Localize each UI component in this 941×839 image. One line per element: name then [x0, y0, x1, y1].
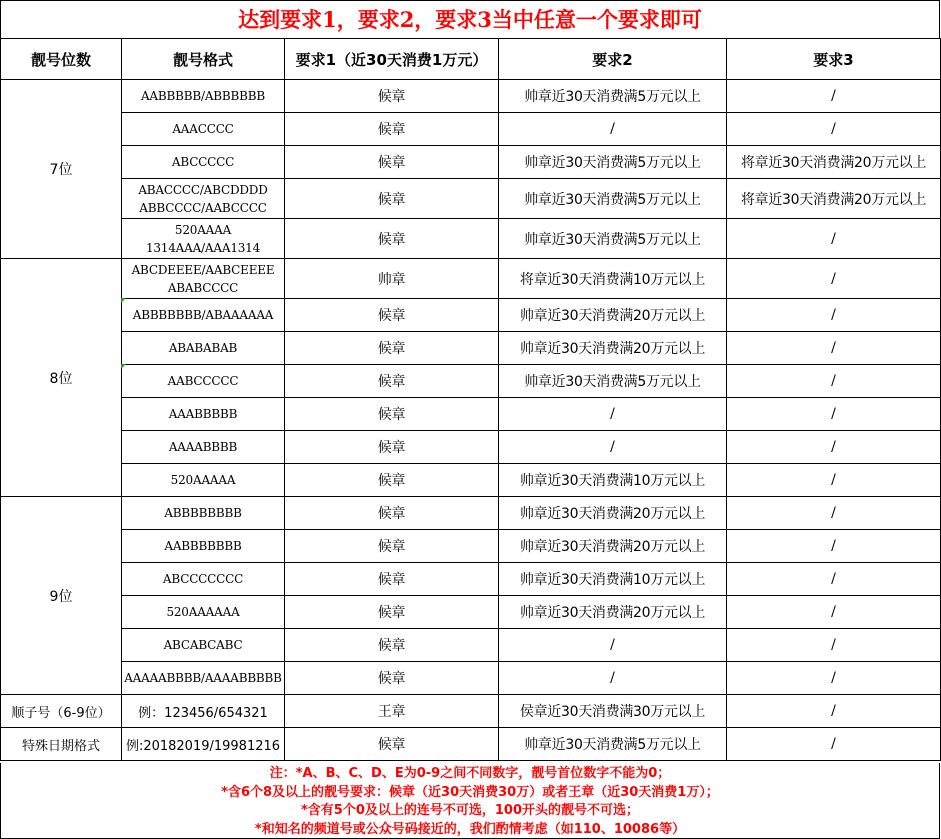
note-line: *含6个8及以上的靓号要求：候章（近30天消费30万）或者王章（近30天消费1万）； [221, 784, 719, 800]
req1-cell: 候章 [285, 629, 499, 662]
format-line: ABCDEEEE/AABCEEEE [131, 262, 275, 277]
format-cell: 520AAAAA [122, 464, 285, 497]
table-row [1, 398, 941, 431]
req2-cell: 帅章近30天消费满20万元以上 [499, 530, 727, 563]
req1-cell: 候章 [285, 332, 499, 365]
req3-cell: / [727, 113, 941, 146]
req3-cell: / [727, 398, 941, 431]
table-row [1, 629, 941, 662]
req2-cell: 帅章近30天消费满10万元以上 [499, 563, 727, 596]
req2-cell: 帅章近30天消费满5万元以上 [499, 728, 727, 761]
format-cell: ABBBBBBBB [122, 497, 285, 530]
req3-cell: / [727, 596, 941, 629]
format-line: ABABCCCC [167, 280, 239, 295]
req3-cell: / [727, 464, 941, 497]
format-cell: 例：123456/654321 [122, 695, 285, 728]
req1-cell: 候章 [285, 662, 499, 695]
req3-cell: / [727, 695, 941, 728]
format-cell: 例:20182019/19981216 [122, 728, 285, 761]
table-row [1, 259, 941, 299]
table-row [1, 219, 941, 259]
note-line: *含有5个0及以上的连号不可选，100开头的靓号不可选； [300, 803, 640, 818]
req1-cell: 候章 [285, 219, 499, 259]
format-cell: ABBBBBBB/ABAAAAAA [122, 299, 285, 332]
format-cell: ABABABAB [122, 332, 285, 365]
format-cell: ABCCCCCCC [122, 563, 285, 596]
table-row [1, 464, 941, 497]
requirements-table [0, 38, 941, 761]
notes-block [0, 763, 940, 839]
req3-cell: / [727, 219, 941, 259]
req2-cell: 帅章近30天消费满5万元以上 [499, 80, 727, 113]
req1-cell: 帅章 [285, 259, 499, 299]
table-row [1, 146, 941, 179]
table-row [1, 662, 941, 695]
req3-cell: / [727, 728, 941, 761]
table-row [1, 596, 941, 629]
format-line: ABACCCC/ABCDDDD [138, 182, 268, 197]
header-digits: 靓号位数 [1, 39, 122, 80]
header-req1: 要求1（近30天消费1万元） [285, 39, 499, 80]
req1-cell: 候章 [285, 299, 499, 332]
format-line: 520AAAA [174, 222, 232, 237]
req2-cell: / [499, 662, 727, 695]
req1-cell: 候章 [285, 530, 499, 563]
req2-cell: / [499, 431, 727, 464]
table-row [1, 695, 941, 728]
format-line: ABBCCCC/AABCCCC [139, 200, 267, 215]
req1-cell: 候章 [285, 179, 499, 219]
format-cell: AAAABBBB [122, 431, 285, 464]
digit-count-cell: 顺子号（6-9位） [1, 695, 122, 728]
req3-cell: / [727, 629, 941, 662]
format-cell: ABCABCABC [122, 629, 285, 662]
format-cell: 520AAAAAA [122, 596, 285, 629]
format-cell [122, 259, 285, 299]
req2-cell: 帅章近30天消费满20万元以上 [499, 497, 727, 530]
req2-cell: 帅章近30天消费满5万元以上 [499, 365, 727, 398]
req1-cell: 候章 [285, 431, 499, 464]
header-row [1, 39, 941, 80]
req1-cell: 王章 [285, 695, 499, 728]
req1-cell: 候章 [285, 563, 499, 596]
comment-marker-icon [121, 298, 126, 303]
digit-count-cell: 9位 [1, 497, 122, 695]
req2-cell: 将章近30天消费满10万元以上 [499, 259, 727, 299]
format-line: 1314AAA/AAA1314 [145, 240, 261, 255]
digit-count-cell: 7位 [1, 80, 122, 259]
req1-cell: 候章 [285, 464, 499, 497]
req1-cell: 候章 [285, 146, 499, 179]
req3-cell: / [727, 497, 941, 530]
header-format: 靓号格式 [122, 39, 285, 80]
req3-cell: / [727, 365, 941, 398]
req2-cell: 帅章近30天消费满20万元以上 [499, 299, 727, 332]
req3-cell: / [727, 530, 941, 563]
format-cell: AAABBBBB [122, 398, 285, 431]
req2-cell: 帅章近30天消费满20万元以上 [499, 332, 727, 365]
req1-cell: 候章 [285, 728, 499, 761]
req3-cell: / [727, 332, 941, 365]
req2-cell: 帅章近30天消费满5万元以上 [499, 179, 727, 219]
table-row [1, 179, 941, 219]
req3-cell: / [727, 431, 941, 464]
digit-count-cell: 特殊日期格式 [1, 728, 122, 761]
req3-cell: 将章近30天消费满20万元以上 [727, 146, 941, 179]
req2-cell: 帅章近30天消费满5万元以上 [499, 219, 727, 259]
req1-cell: 候章 [285, 497, 499, 530]
req3-cell: 将章近30天消费满20万元以上 [727, 179, 941, 219]
req2-cell: 侯章近30天消费满30万元以上 [499, 695, 727, 728]
table-row [1, 113, 941, 146]
table-row [1, 299, 941, 332]
req2-cell: / [499, 113, 727, 146]
page-title: 达到要求1，要求2，要求3当中任意一个要求即可 [0, 0, 940, 38]
table-row [1, 365, 941, 398]
req1-cell: 候章 [285, 113, 499, 146]
note-line: 注：*A、B、C、D、E为0-9之间不同数字，靓号首位数字不能为0； [269, 766, 671, 781]
req3-cell: / [727, 299, 941, 332]
table-row [1, 80, 941, 113]
format-cell: AAAAABBBB/AAAABBBBB [122, 662, 285, 695]
table-body [1, 80, 941, 761]
req2-cell: 帅章近30天消费满20万元以上 [499, 596, 727, 629]
req2-cell: 帅章近30天消费满5万元以上 [499, 146, 727, 179]
req1-cell: 候章 [285, 365, 499, 398]
table-row [1, 497, 941, 530]
comment-marker-icon [121, 364, 126, 369]
req1-cell: 候章 [285, 398, 499, 431]
table-row [1, 728, 941, 761]
format-cell: AABBBBB/ABBBBBB [122, 80, 285, 113]
format-cell [122, 179, 285, 219]
format-cell [122, 219, 285, 259]
header-req3: 要求3 [727, 39, 941, 80]
format-cell: AABCCCCC [122, 365, 285, 398]
note-line: *和知名的频道号或公众号码接近的，我们酌情考虑（如110、10086等） [254, 821, 686, 837]
table-row [1, 332, 941, 365]
req2-cell: / [499, 629, 727, 662]
header-req2: 要求2 [499, 39, 727, 80]
format-cell: AAACCCC [122, 113, 285, 146]
req2-cell: 帅章近30天消费满10万元以上 [499, 464, 727, 497]
digit-count-cell: 8位 [1, 259, 122, 497]
format-cell: ABCCCCC [122, 146, 285, 179]
table-row [1, 431, 941, 464]
req1-cell: 候章 [285, 596, 499, 629]
req3-cell: / [727, 259, 941, 299]
req2-cell: / [499, 398, 727, 431]
req3-cell: / [727, 662, 941, 695]
table-row [1, 563, 941, 596]
req3-cell: / [727, 80, 941, 113]
format-cell: AABBBBBBB [122, 530, 285, 563]
table-row [1, 530, 941, 563]
req3-cell: / [727, 563, 941, 596]
req1-cell: 候章 [285, 80, 499, 113]
